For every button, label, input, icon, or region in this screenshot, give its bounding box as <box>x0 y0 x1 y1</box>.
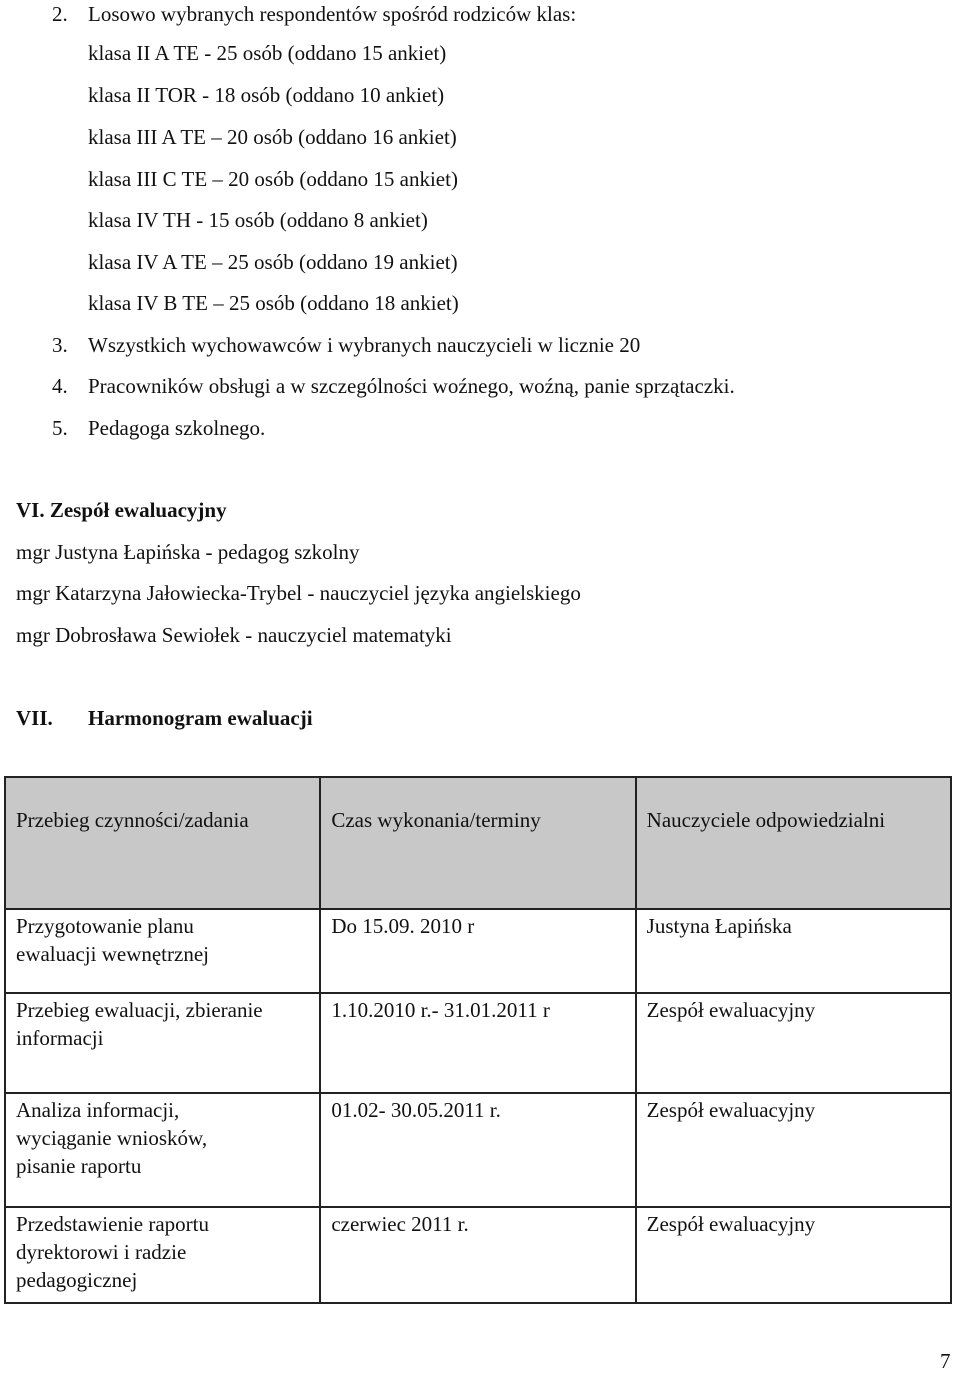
table-row <box>5 1207 951 1303</box>
class-line: klasa II A TE - 25 osób (oddano 15 ankiet) <box>88 41 447 65</box>
responsible-cell: Zespół ewaluacyjny <box>636 993 951 1093</box>
section-vi-heading: VI. Zespół ewaluacyjny <box>16 498 227 522</box>
page-number: 7 <box>940 1349 951 1373</box>
responsible-cell: Justyna Łapińska <box>636 909 951 993</box>
list-item-2-text: Losowo wybranych respondentów spośród rodziców klas: <box>88 2 577 26</box>
column-header-task: Przebieg czynności/zadania <box>5 777 320 909</box>
list-number-4: 4. <box>52 374 68 398</box>
task-cell: Przedstawienie raportu dyrektorowi i radzie pedagogicznej <box>5 1207 320 1303</box>
table-row <box>5 993 951 1093</box>
column-header-deadline: Czas wykonania/terminy <box>320 777 635 909</box>
class-line: klasa IV B TE – 25 osób (oddano 18 ankiet) <box>88 291 459 315</box>
class-line: klasa II TOR - 18 osób (oddano 10 ankiet) <box>88 83 445 107</box>
list-item-5-text: Pedagoga szkolnego. <box>88 416 266 440</box>
schedule-table <box>4 776 952 1304</box>
column-header-responsible: Nauczyciele odpowiedzialni <box>636 777 951 909</box>
responsible-cell: Zespół ewaluacyjny <box>636 1093 951 1207</box>
team-member: mgr Katarzyna Jałowiecka-Trybel - nauczyciel języka angielskiego <box>16 581 581 605</box>
deadline-cell: czerwiec 2011 r. <box>320 1207 635 1303</box>
list-number-2: 2. <box>52 2 68 26</box>
team-member: mgr Dobrosława Sewiołek - nauczyciel matematyki <box>16 623 452 647</box>
task-cell: Przygotowanie planu ewaluacji wewnętrznej <box>5 909 320 993</box>
table-row <box>5 909 951 993</box>
class-line: klasa III C TE – 20 osób (oddano 15 ankiet) <box>88 167 458 191</box>
task-cell: Analiza informacji, wyciąganie wniosków, pisanie raportu <box>5 1093 320 1207</box>
section-vii-title: Harmonogram ewaluacji <box>88 706 313 730</box>
table-header-row <box>5 777 951 909</box>
task-cell: Przebieg ewaluacji, zbieranie informacji <box>5 993 320 1093</box>
deadline-cell: Do 15.09. 2010 r <box>320 909 635 993</box>
class-line: klasa IV A TE – 25 osób (oddano 19 ankiet) <box>88 250 458 274</box>
deadline-cell: 1.10.2010 r.- 31.01.2011 r <box>320 993 635 1093</box>
table-row <box>5 1093 951 1207</box>
list-number-5: 5. <box>52 416 68 440</box>
team-member: mgr Justyna Łapińska - pedagog szkolny <box>16 540 360 564</box>
list-number-3: 3. <box>52 333 68 357</box>
list-item-4-text: Pracowników obsługi a w szczególności woźnego, woźną, panie sprzątaczki. <box>88 374 735 398</box>
deadline-cell: 01.02- 30.05.2011 r. <box>320 1093 635 1207</box>
responsible-cell: Zespół ewaluacyjny <box>636 1207 951 1303</box>
class-line: klasa IV TH - 15 osób (oddano 8 ankiet) <box>88 208 428 232</box>
section-vii-number: VII. <box>16 706 53 730</box>
class-line: klasa III A TE – 20 osób (oddano 16 ankiet) <box>88 125 457 149</box>
list-item-3-text: Wszystkich wychowawców i wybranych nauczycieli w licznie 20 <box>88 333 641 357</box>
